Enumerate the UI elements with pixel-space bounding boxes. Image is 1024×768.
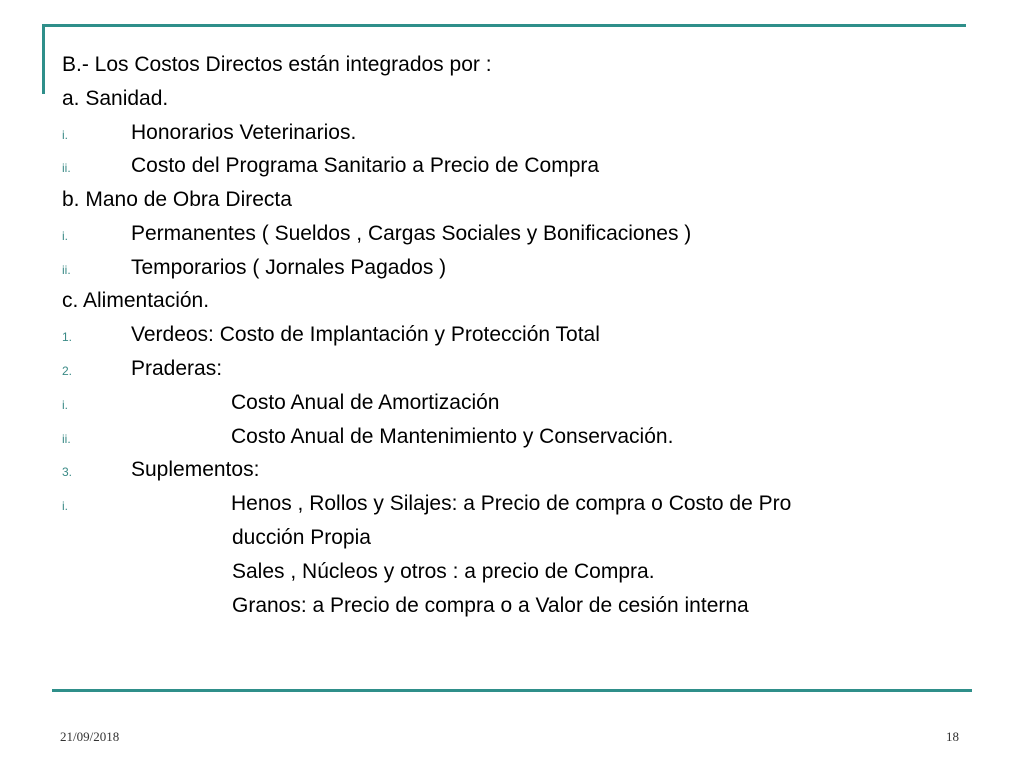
list-marker: i. — [62, 128, 68, 142]
line-text: a. Sanidad. — [62, 87, 169, 110]
list-marker: i. — [62, 398, 68, 412]
left-rule — [42, 24, 45, 94]
line-text: B.- Los Costos Directos están integrados por : — [62, 53, 492, 76]
list-marker: ii. — [62, 263, 71, 277]
line-text: Granos: a Precio de compra o a Valor de cesión interna — [232, 594, 749, 617]
line-text: Praderas: — [131, 357, 223, 380]
list-marker: i. — [62, 229, 68, 243]
line-text: Honorarios Veterinarios. — [131, 121, 357, 144]
top-rule — [42, 24, 966, 27]
list-marker: i. — [62, 499, 68, 513]
line-text: Costo Anual de Amortización — [231, 391, 500, 414]
line-text: Permanentes ( Sueldos , Cargas Sociales y Bonificaciones ) — [131, 222, 692, 245]
list-marker: ii. — [62, 432, 71, 446]
line-text: Henos , Rollos y Silajes: a Precio de compra o Costo de Pro — [231, 492, 792, 515]
line-text: Costo Anual de Mantenimiento y Conservación. — [231, 425, 674, 448]
footer-date: 21/09/2018 — [60, 729, 120, 744]
line-text: c. Alimentación. — [62, 289, 210, 312]
bottom-rule — [52, 689, 972, 692]
list-marker: 3. — [62, 465, 73, 479]
page-number: 18 — [946, 729, 959, 744]
line-text: Costo del Programa Sanitario a Precio de Compra — [131, 154, 600, 177]
line-text: ducción Propia — [232, 526, 371, 549]
list-marker: ii. — [62, 161, 71, 175]
line-text: Temporarios ( Jornales Pagados ) — [131, 256, 447, 279]
list-marker: 1. — [62, 330, 73, 344]
list-marker: 2. — [62, 364, 73, 378]
line-text: Sales , Núcleos y otros : a precio de Compra. — [232, 560, 655, 583]
line-text: Verdeos: Costo de Implantación y Protección Total — [131, 323, 600, 346]
line-text: b. Mano de Obra Directa — [62, 188, 292, 211]
line-text: Suplementos: — [131, 458, 260, 481]
